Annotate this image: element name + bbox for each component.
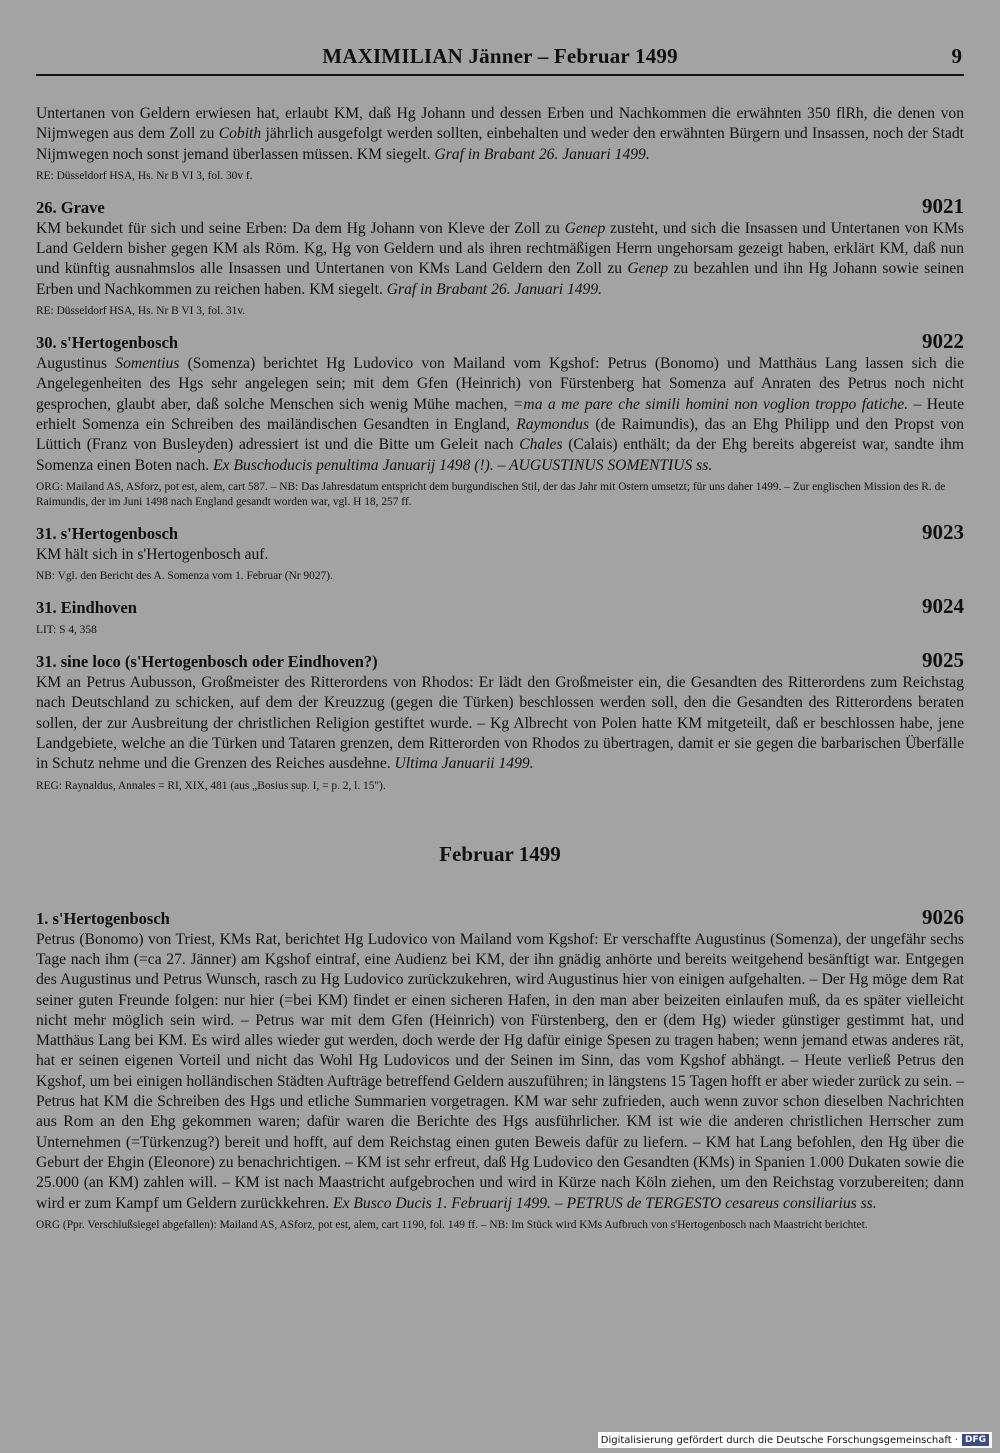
running-title: MAXIMILIAN Jänner – Februar 1499 (322, 44, 678, 68)
source-note: RE: Düsseldorf HSA, Hs. Nr B VI 3, fol. 31v. (36, 305, 246, 318)
source-note: ORG (Ppr. Verschlußsiegel abgefallen): Mailand AS, ASforz, pot est, alem, cart 1190, fol. 149 ff. – NB: Im Stück wird KMs Aufbruch von s'Hertogenbosch nach Maastricht berichtet. (36, 1218, 868, 1231)
month-heading: Februar 1499 (439, 841, 561, 866)
source-note: REG: Raynaldus, Annales = RI, XIX, 481 (aus „Bosius sup. I, = p. 2, l. 15"). (36, 779, 386, 792)
text-segment: zu bezahlen und ihn Hg Johann sowie seinen Erben und Nachkommen zu reichen haben. KM siegelt. (36, 260, 964, 298)
entry-number: 9024 (922, 594, 964, 619)
italic-place: Genep (564, 219, 606, 237)
dfg-logo: DFG (962, 1434, 989, 1446)
regest-entry-9022 (36, 329, 964, 510)
source-note: LIT: S 4, 358 (36, 624, 97, 637)
text-segment: KM bekundet für sich und seine Erben: Da dem Hg Johann von Kleve der Zoll zu (36, 219, 565, 237)
entry-text (36, 673, 964, 774)
dating-clause: Graf in Brabant 26. Januari 1499. (434, 145, 650, 163)
source-note: NB: Vgl. den Bericht des A. Somenza vom 1. Februar (Nr 9027). (36, 570, 333, 583)
source-note: RE: Düsseldorf HSA, Hs. Nr B VI 3, fol. 30v f. (36, 169, 253, 182)
regest-entry-9023 (36, 520, 964, 584)
dating-clause: Ex Busco Ducis 1. Februarij 1499. – PETRUS de TERGESTO cesareus consiliarius ss. (333, 1194, 877, 1212)
source-note: ORG: Mailand AS, ASforz, pot est, alem, cart 587. – NB: Das Jahresdatum entspricht dem burgundischen Stil, der das Jahr mit Ostern umsetzt; für uns daher 1499. – Zur englischen Mission des R. de Raimundis, der im Juni 1498 nach England gesandt worden war, vgl. H 18, 257 ff. (36, 480, 946, 508)
entry-location: 31. Eindhoven (36, 598, 137, 618)
entry-location: 26. Grave (36, 197, 105, 217)
entry-number: 9025 (922, 648, 964, 673)
entry-heading (36, 520, 964, 545)
entry-heading (36, 648, 964, 673)
entry-location: 31. s'Hertogenbosch (36, 523, 179, 543)
italic-place: Chales (519, 436, 563, 454)
text-segment: Petrus (Bonomo) von Triest, KMs Rat, berichtet Hg Ludovico von Mailand vom Kgshof: Er verschaffte Augustinus (Somenza), der ungefähr sechs Tage nach ihm (=ca 27. Jänner) am Kgshof eintraf, eine Audienz bei KM, der ihn gnädig anhörte und bereits weitgehend besänftigt war. Entgegen des Augustinus und Petrus Wunsch, rasch zu Hg Ludovico zurückzukehren, wird Augustinus hier von einigen aufgehalten. – Der Hg möge dem Rat seiner guten Freunde folgen: nur hier (=bei KM) findet er einen sicheren Hafen, in den man aber beizeiten einlaufen muß, da es später vielleicht nicht mehr möglich sein wird. – Petrus war mit dem Gfen (Heinrich) von Fürstenberg, den er (dem Hg) wieder günstiger gestimmt hat, und Matthäus Lang bei KM. Es wird alles wieder gut werden, doch werde der Hg dafür einige Spesen zu tragen haben; wenn jemand etwas anderes rät, hat er seinen eigenen Vorteil und nicht das Wohl Hg Ludovicos und der Seinen im Sinn, das vom Kgshof abhängt. – Heute verließ Petrus den Kgshof, um bei einigen holländischen Städten Aufträge betreffend Geldern auszuführen; in längstens 15 Tagen hofft er aber wieder zurück zu sein. – Petrus hat KM die Schreiben des Hgs und etliche Summarien vorgetragen. KM war sehr zufrieden, auch wenn zuvor schon dieselben Nachrichten aus Rom an den Ehg gekommen waren; dafür waren die Berichte des Hgs ausführlicher. KM ist wie die anderen christlichen Herrscher zum Unternehmen (=Türkenzug?) bereit und hofft, auf dem Reichstag einen guten Beweis dafür zu liefern. – KM hat Lang befohlen, den Hg über die Geburt der Ehgin (Eleonore) zu benachrichtigen. – KM ist sehr erfreut, daß Hg Ludovico den Gesandten (KMs) in Spanien 1.000 Dukaten sowie die 25.000 (an KM) zahlen will. – KM ist nach Maastricht aufgebrochen und wird in Kürze nach Köln ziehen, um den Reichstag vorzubereiten; dann wird er zum Kampf um Geldern zurückkehren. (36, 930, 964, 1212)
entry-text (36, 104, 964, 165)
text-segment: (de Raimundis), das an Ehg Philipp und den Propst von Lüttich (Franz von Busleyden) adressiert ist und die Bitte um Geleit nach (36, 415, 964, 454)
continued-entry (36, 104, 964, 184)
entry-location: 1. s'Hertogenbosch (36, 908, 170, 928)
dating-clause: Graf in Brabant 26. Januari 1499. (386, 280, 603, 298)
entry-location: 30. s'Hertogenbosch (36, 333, 179, 353)
text-segment: (Somenza) berichtet Hg Ludovico von Mailand vom Kgshof: Petrus (Bonomo) und Matthäus Lang lassen sich die Angelegenheiten des Hgs sehr angelegen sein; mit dem Gfen (Heinrich) von Fürstenberg hat Somenza auf Anraten des Petrus noch nicht gesprochen, glaubt aber, daß solche Menschen sich wenig Mühe machen, (36, 355, 964, 413)
entry-text (36, 219, 964, 300)
entry-number: 9021 (922, 193, 964, 218)
entry-text: KM hält sich in s'Hertogenbosch auf. (36, 545, 269, 563)
italic-quote: =ma a me pare che simili homini non voglion troppo fatiche. (512, 395, 909, 413)
entry-number: 9022 (922, 329, 964, 354)
entry-heading (36, 329, 964, 354)
document-page (36, 40, 964, 1233)
regest-entry-9021 (36, 194, 964, 319)
entry-heading (36, 905, 964, 930)
footer-text: Digitalisierung gefördert durch die Deutsche Forschungsgemeinschaft · (600, 1434, 958, 1446)
entry-text (36, 930, 964, 1214)
page-number: 9 (951, 44, 962, 68)
regest-entry-9026 (36, 905, 964, 1233)
regest-entry-9025 (36, 648, 964, 793)
running-header (36, 40, 964, 76)
italic-place: Cobith (218, 125, 262, 143)
dating-clause: Ultima Januarii 1499. (394, 755, 534, 773)
text-segment: KM an Petrus Aubusson, Großmeister des Ritterordens von Rhodos: Er lädt den Großmeister ein, die Gesandten des Ritterordens zum Reichstag nach Deutschland zu schicken, auf dem der Kreuzzug (gegen die Türken) beschlossen werden soll, den die Gesandten des Ritterordens beraten sollen, der zur Ausbreitung der christlichen Religion gestiftet wurde. – Kg Albrecht von Polen hatte KM mitgeteilt, daß er beschlossen habe, jene Landgebiete, welche an die Türken und Tataren grenzen, dem Ritterorden von Rhodos zu übertragen, damit er sie gegen die barbarischen Überfälle in Schutz nehme und die Grenzen des Reiches ausdehne. (36, 674, 964, 773)
italic-place: Genep (627, 260, 669, 278)
entry-heading (36, 594, 964, 619)
text-segment: jährlich ausgefolgt werden sollten, einbehalten und weder den erwähnten Bürgern und Insassen, noch der Stadt Nijmwegen noch sonst jemand überlassen müssen. KM siegelt. (36, 125, 964, 163)
italic-name: Raymondus (516, 415, 590, 433)
italic-name: Somentius (115, 355, 180, 373)
text-segment: Untertanen von Geldern erwiesen hat, erlaubt KM, daß Hg Johann und dessen Erben und Nachkommen die erwähnten 350 flRh, die denen von Nijmwegen aus dem Zoll zu (36, 105, 964, 143)
dating-clause: Ex Buschoducis penultima Januarij 1498 (!). – AUGUSTINUS SOMENTIUS ss. (213, 456, 713, 474)
regest-entry-9024 (36, 594, 964, 638)
text-segment: – Heute erhielt Somenza ein Schreiben des mailändischen Gesandten in England, (36, 395, 965, 433)
entry-location: 31. sine loco (s'Hertogenbosch oder Eindhoven?) (36, 652, 378, 672)
entry-heading (36, 194, 964, 219)
text-segment: Augustinus (36, 355, 116, 373)
entry-number: 9023 (922, 519, 964, 544)
entry-text (36, 354, 964, 476)
digitization-footer (598, 1432, 992, 1448)
text-segment: zusteht, und sich die Insassen und Untertanen von KMs Land Geldern bisher gegen KM als Röm. Kg, Hg von Geldern und als ihren rechtmäßigen Herrn ungehorsam gezeigt haben, erklärt KM, daß nun und künftig ausnahmslos alle Insassen und Untertanen von KMs Land Geldern den Zoll zu (36, 219, 964, 278)
entry-number: 9026 (922, 904, 964, 929)
text-segment: (Calais) enthält; da der Ehg bereits abgereist war, sandte ihm Somenza einen Boten nach. (36, 436, 964, 474)
